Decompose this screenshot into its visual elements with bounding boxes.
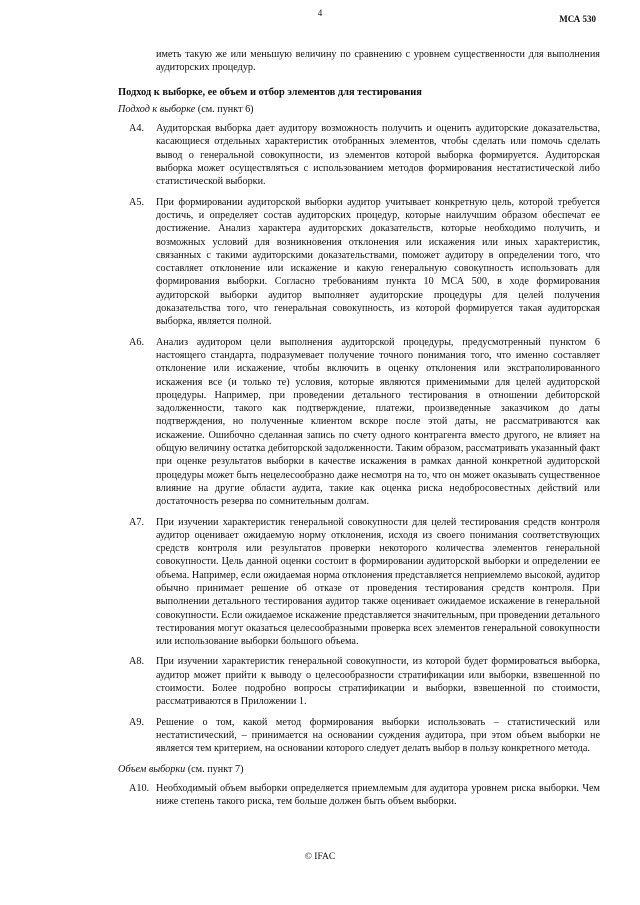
paragraph-a7: [118, 516, 600, 649]
document-body: [118, 48, 600, 815]
section-heading: Подход к выборке, ее объем и отбор элементов для тестирования: [118, 86, 422, 98]
paragraph-a9: [118, 716, 600, 756]
page-number: 4: [317, 8, 323, 18]
paragraph-number: А5.: [129, 196, 144, 208]
subsection-heading-approach: [118, 103, 600, 116]
intro-paragraph: иметь такую же или меньшую величину по сравнению с уровнем существенности для выполнения аудиторских процедур.: [156, 49, 600, 74]
document-code: МСА 530: [559, 14, 596, 24]
paragraph-number: А6.: [129, 336, 144, 348]
paragraph-a5: [118, 196, 600, 329]
paragraph-number: А10.: [129, 782, 150, 794]
paragraph-text: При формировании аудиторской выборки аудитор учитывает конкретную цель, которой требуется достичь, и определяет состав аудиторских процедур, которые наилучшим образом обеспечат ее достижение. Анализ характера аудиторских доказательств, которые необходимо получить, и возможных условий для возникновения отклонения или искажения или иных характеристик, связанных с такими аудиторскими доказательствами, поможет аудитору в определении того, что составляет отклонение или искажение и какую генеральную совокупность использовать для формирования выборки. Согласно требованиям пункта 10 МСА 500, в ходе формирования аудиторской выборки аудитор выполняет аудиторские процедуры для целей получения доказательства того, что генеральная совокупность, из которой формируется такая аудиторская выборка, является полной.: [156, 196, 600, 328]
paragraph-a4: [118, 122, 600, 188]
paragraph-number: А9.: [129, 716, 144, 728]
paragraph-text: Анализ аудитором цели выполнения аудиторской процедуры, предусмотренный пунктом 6 настоящего стандарта, подразумевает получение точного понимания того, что именно составляет отклонение или искажение, чтобы включить в оценку отклонения или экстраполированного искажения все (и только те) условия, которые являются применимыми для целей аудиторской процедуры. Например, при проведении детального тестирования в отношении дебиторской задолженности, такого как подтверждение, платежи, произведенные заказчиком до даты подтверждения, но полученные клиентом вскоре после этой даты, не рассматриваются как искажение. Ошибочно сделанная запись по счету одного контрагента вместо другого, не влияет на общую величину остатка дебиторской задолженности. Таким образом, рассматривать указанный факт при оценке результатов выборки в качестве искажения в рамках данной конкретной аудиторской процедуры может быть нецелесообразно даже несмотря на то, что он может оказывать существенное влияние на другие области аудита, такие как оценка риска недобросовестных действий или достаточность резерва по сомнительным долгам.: [156, 336, 600, 508]
copyright-footer: © IFAC: [304, 852, 336, 862]
subsection-title: Подход к выборке: [118, 103, 196, 115]
paragraph-a6: [118, 336, 600, 509]
paragraph-text: При изучении характеристик генеральной совокупности для целей тестирования средств контроля аудитор оценивает ожидаемую норму отклонения, исходя из своего понимания соответствующих средств контроля или результатов проверки некоторого количества элементов генеральной совокупности. Цель данной оценки состоит в формировании аудиторской выборки и определении ее объема. Например, если ожидаемая норма отклонения представляется неприемлемо высокой, аудитор обычно принимает решение об отказе от проведения тестирования средств контроля. При выполнении детального тестирования аудитор также оценивает ожидаемое искажение в генеральной совокупности. Если ожидаемое искажение представляется значительным, при проведении детального тестирования могут оказаться целесообразными проверка всех элементов генеральной совокупности или использование выборки большого объема.: [156, 516, 600, 648]
subsection-reference: (см. пункт 6): [195, 103, 254, 115]
paragraph-a8: [118, 655, 600, 708]
subsection-title: Объем выборки: [118, 763, 186, 775]
subsection-reference: (см. пункт 7): [185, 763, 244, 775]
paragraph-text: Аудиторская выборка дает аудитору возможность получить и оценить аудиторские доказательства, касающиеся отдельных характеристик отобранных элементов, чтобы сделать или помочь сделать вывод о генеральной совокупности, из элементов которой выборка формируется. Аудиторская выборка может осуществляться с использованием методов формирования нестатистической либо статистической выборки.: [156, 123, 600, 188]
paragraph-a10: [118, 782, 600, 809]
paragraph-number: А7.: [129, 516, 144, 528]
paragraph-text: При изучении характеристик генеральной совокупности, из которой будет формироваться выборка, аудитор может прийти к выводу о целесообразности стратификации или выборки, взвешенной по стоимости. Более подробно вопросы стратификации и выборки, взвешенной по стоимости, рассматриваются в Приложении 1.: [156, 656, 600, 708]
paragraph-number: А8.: [129, 656, 144, 668]
paragraph-text: Решение о том, какой метод формирования выборки использовать – статистический или нестатистический, – принимается на основании суждения аудитора, при этом объем выборки не является тем критерием, на основании которого следует делать выбор в пользу конкретного метода.: [156, 716, 600, 755]
subsection-heading-sample-size: [118, 763, 600, 776]
paragraph-text: Необходимый объем выборки определяется приемлемым для аудитора уровнем риска выборки. Чем ниже степень такого риска, тем больше должен быть объем выборки.: [156, 782, 600, 808]
paragraph-number: А4.: [129, 123, 144, 135]
